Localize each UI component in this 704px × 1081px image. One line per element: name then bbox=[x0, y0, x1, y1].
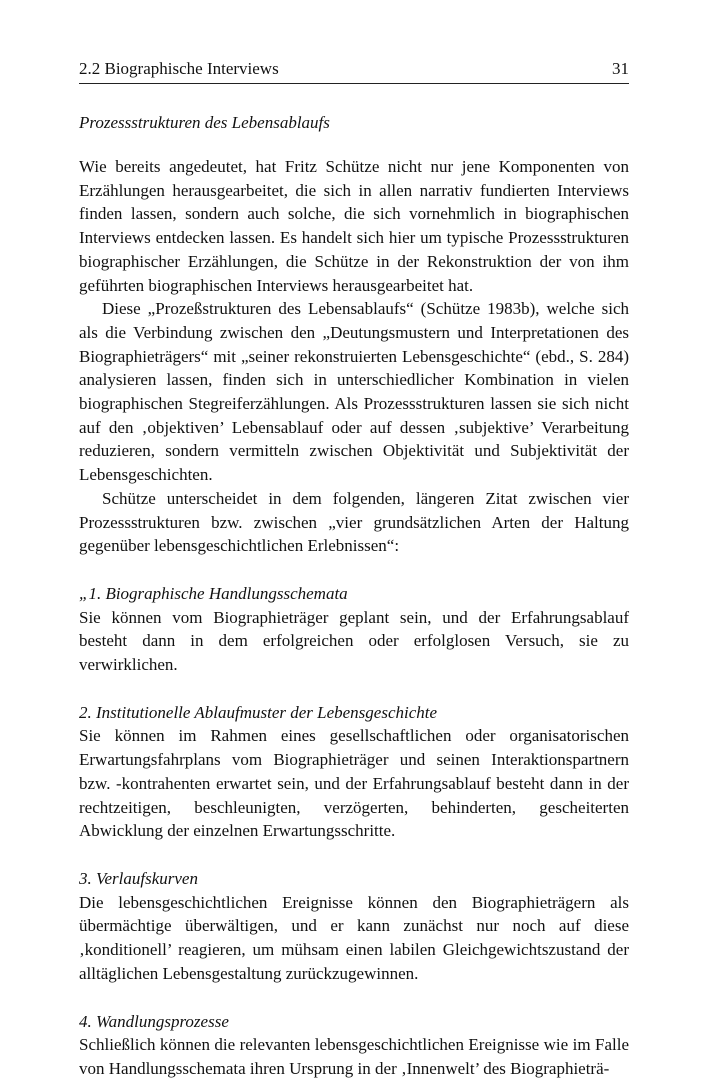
paragraph: Wie bereits angedeutet, hat Fritz Schütze nicht nur jene Komponenten von Erzählungen herausgearbeitet, die sich in allen narrativ fundierten Interviews finden lassen, sondern auch solche, die sich vornehmlich in biographischen Interviews entdecken lassen. Es handelt sich hier um typische Prozessstrukturen biographischer Erzählungen, die Schütze in der Rekonstruktion der von ihm geführten biographischen Interviews herausgearbeitet hat. bbox=[79, 157, 629, 295]
book-page bbox=[79, 58, 629, 1081]
page-number: 31 bbox=[612, 59, 629, 78]
quote-item-text: Sie können im Rahmen eines gesellschaftlichen oder organisatorischen Erwartungsfahrplans vom Biographieträger und seinen Interaktionspartnern bzw. -kontrahenten erwartet sein, und der Erfahrungsablauf besteht dann in der rechtzeitigen, beschleunigten, verzögerten, behinderten, gescheiterten Abwicklung der einzelnen Erwartungsschritte. bbox=[79, 726, 629, 841]
section-heading: Prozessstrukturen des Lebensablaufs bbox=[79, 113, 330, 132]
running-header bbox=[79, 58, 629, 84]
quote-item bbox=[79, 1010, 629, 1081]
body-text bbox=[79, 155, 629, 1081]
quote-item-title: 2. Institutionelle Ablaufmuster der Lebensgeschichte bbox=[79, 702, 438, 722]
quote-item-title: 3. Verlaufskurven bbox=[79, 868, 198, 888]
paragraph: Schütze unterscheidet in dem folgenden, längeren Zitat zwischen vier Prozessstrukturen bzw. zwischen „vier grundsätzlichen Arten der Haltung gegenüber lebensgeschichtlichen Erlebnissen“: bbox=[79, 488, 629, 556]
quote-item bbox=[79, 867, 629, 986]
running-title: 2.2 Biographische Interviews bbox=[79, 59, 279, 78]
quote-item bbox=[79, 582, 629, 677]
quote-item bbox=[79, 701, 629, 843]
quote-item-title: „1. Biographische Handlungsschemata bbox=[79, 583, 348, 603]
quote-item-text: Die lebensgeschichtlichen Ereignisse können den Biographieträgern als übermächtige überwältigen, und er kann zunächst nur noch auf diese ‚konditionell’ reagieren, um mühsam einen labilen Gleichgewichtszustand der alltäglichen Lebensgestaltung zurückzugewinnen. bbox=[79, 892, 629, 983]
quote-item-text: Schließlich können die relevanten lebensgeschichtlichen Ereignisse wie im Falle von Handlungsschemata ihren Ursprung in der ‚Innenwelt’ des Biographieträ- bbox=[79, 1035, 629, 1078]
paragraph: Diese „Prozeßstrukturen des Lebensablaufs“ (Schütze 1983b), welche sich als die Verbindung zwischen den „Deutungsmustern und Interpretationen des Biographieträgers“ mit „seiner rekonstruierten Lebensgeschichte“ (ebd., S. 284) analysieren lassen, finden sich in unterschiedlicher Kombination in vielen biographischen Stegreiferzählungen. Als Prozessstrukturen lassen sie sich nicht auf den ‚objektiven’ Lebensablauf oder auf dessen ‚subjektive’ Verarbeitung reduzieren, sondern vermitteln zwischen Objektivität und Subjektivität der Lebensgeschichten. bbox=[79, 299, 629, 485]
quote-item-text: Sie können vom Biographieträger geplant sein, und der Erfahrungsablauf besteht dann in dem erfolgreichen oder erfolglosen Versuch, sie zu verwirklichen. bbox=[79, 607, 629, 675]
quote-item-title: 4. Wandlungsprozesse bbox=[79, 1011, 229, 1031]
